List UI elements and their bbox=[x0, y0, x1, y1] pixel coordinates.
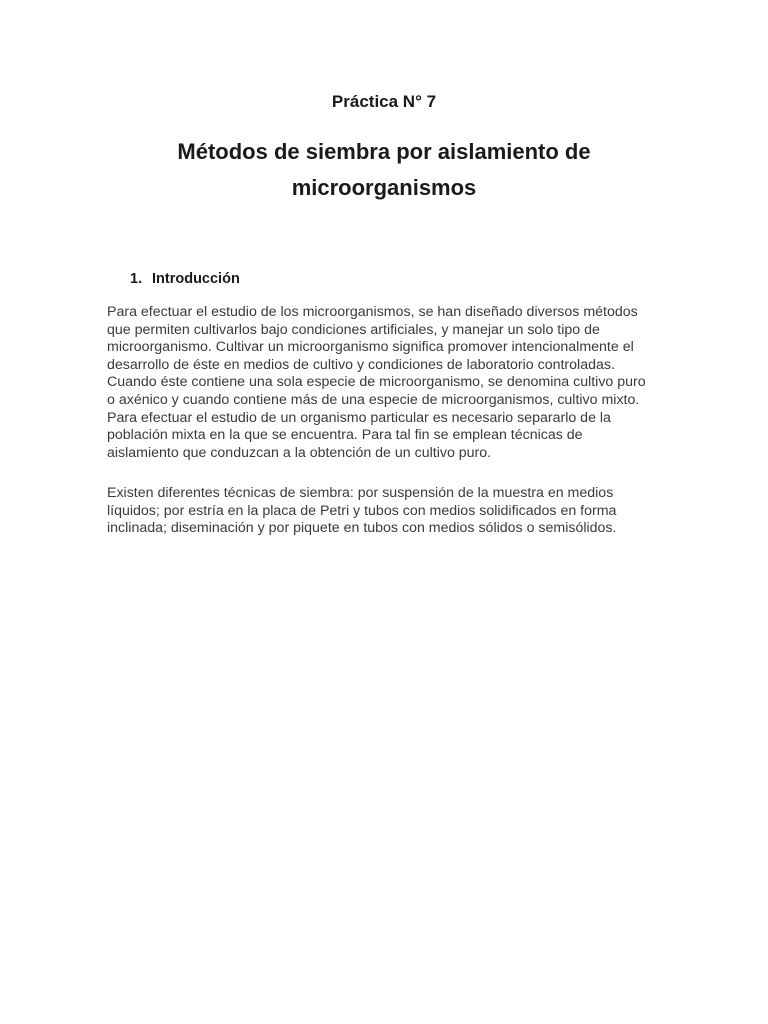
section-heading bbox=[130, 271, 240, 287]
practice-label: Práctica N° 7 bbox=[331, 92, 437, 111]
intro-paragraph: Para efectuar el estudio de los microorganismos, se han diseñado diversos métodos que permiten cultivarlos bajo condiciones artificiales, y manejar un solo tipo de microorganismo. Cultivar un microorganismo significa promover intencionalmente el desarrollo de éste en medios de cultivo y condiciones de laboratorio controladas. Cuando éste contiene una sola especie de microorganismo, se denomina cultivo puro o axénico y cuando contiene más de una especie de microorganismos, cultivo mixto. Para efectuar el estudio de un organismo particular es necesario separarlo de la población mixta en la que se encuentra. Para tal fin se emplean técnicas de aislamiento que conduzcan a la obtención de un cultivo puro. bbox=[107, 304, 646, 461]
techniques-paragraph: Existen diferentes técnicas de siembra: por suspensión de la muestra en medios líquidos; por estría en la placa de Petri y tubos con medios solidificados en forma inclinada; diseminación y por piquete en tubos con medios sólidos o semisólidos. bbox=[107, 485, 617, 537]
section-heading-text: Introducción bbox=[152, 271, 240, 287]
section-number: 1. bbox=[130, 271, 143, 287]
document-title: Métodos de siembra por aislamiento de microorganismos bbox=[177, 139, 591, 200]
